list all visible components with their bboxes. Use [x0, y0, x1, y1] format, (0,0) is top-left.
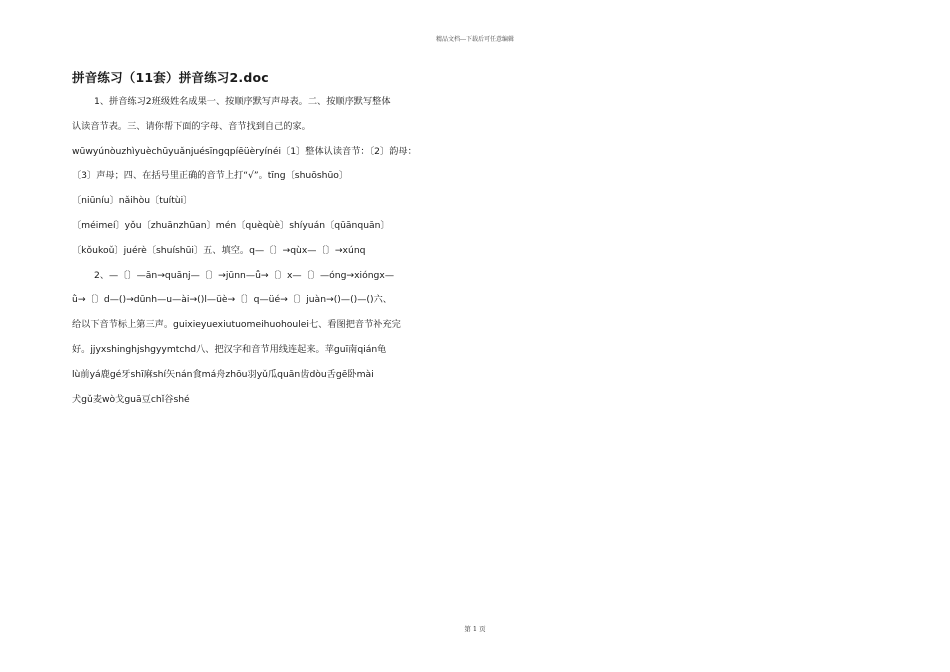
body-line: 犬gǔ麦wò戈guā豆chǐ谷shé	[72, 393, 190, 405]
body-line: 〔3〕声母；四、在括号里正确的音节上打“√”。tīng〔shuōshūo〕	[72, 170, 349, 182]
header-note: 精品文档---下载后可任意编辑	[435, 36, 515, 43]
body-line: 给以下音节标上第三声。guixieyuexiutuomeihuohoulei七、看图把音节补充完	[72, 319, 401, 331]
document-body	[72, 94, 472, 416]
body-line: 好。jjyxshinghjshgyymtchd八、把汉字和音节用线连起来。苹guī南qián龟	[72, 343, 387, 355]
body-line: 〔niūníu〕nǎihòu〔tuítùi〕	[72, 195, 193, 207]
body-line: 1、拼音练习2班级姓名成果一、按顺序默写声母表。二、按顺序默写整体	[94, 96, 391, 107]
body-line: ǜ→〔〕d—()→dūnh—u—ài→()l—üè→〔〕q—üé→〔〕juàn→()—()—()六、	[72, 294, 392, 306]
document-title: 拼音练习（11套）拼音练习2.doc	[72, 70, 269, 85]
body-line: lù前yá鹿gé牙shī麻shí矢nán食má舟zhōu羽yǔ瓜quān齿dòu舌gē卧mài	[72, 368, 374, 380]
body-line: 2、—〔〕—ān→quānj—〔〕→jūnn—ǚ→〔〕x—〔〕—óng→xióngx—	[94, 269, 395, 281]
page-number: 第 1 页	[464, 625, 486, 633]
body-line: 认读音节表。三、请你帮下面的字母、音节找到自己的家。	[72, 120, 311, 132]
body-line: wūwyúnòuzhìyuèchūyuǎnjuésīngqpíēüèryínéi〔1〕整体认读音节：〔2〕韵母：	[72, 145, 417, 157]
body-line: 〔kǒukoǔ〕juérè〔shuíshūi〕五、填空。q—〔〕→qùx—〔〕→xúnq	[72, 244, 366, 256]
body-line: 〔méimeí〕yǒu〔zhuānzhūan〕mén〔quèqùè〕shíyuán〔qūānquān〕	[72, 219, 390, 231]
